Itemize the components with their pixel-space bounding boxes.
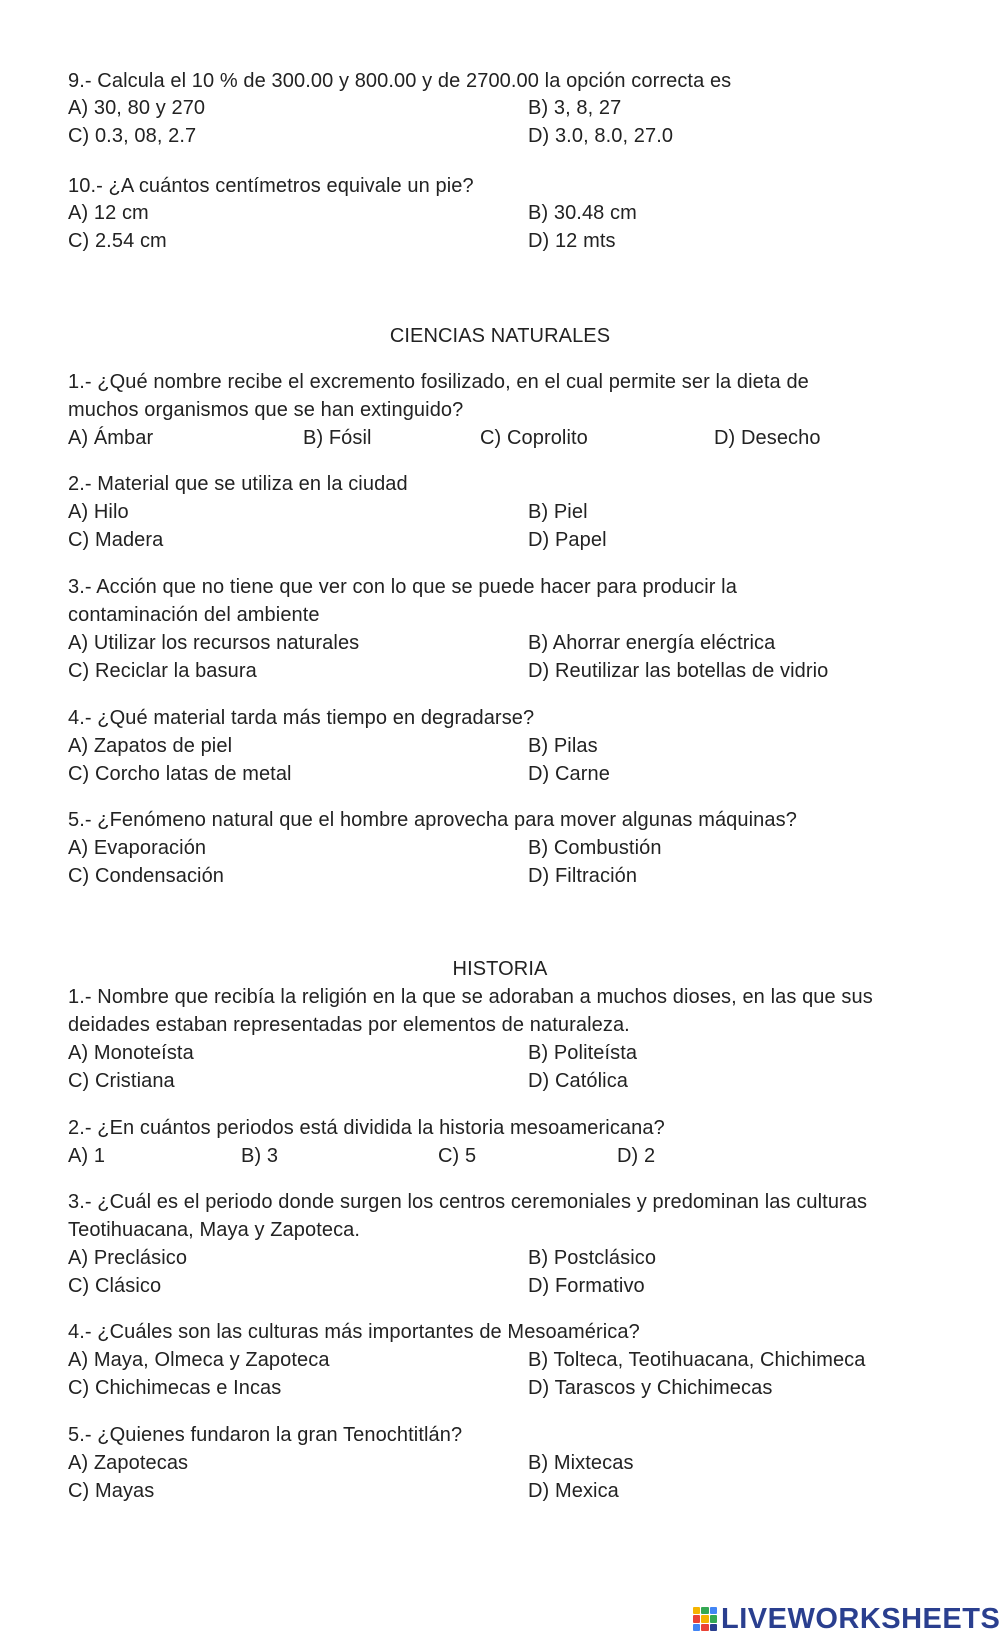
math-q9-option-a: A) 30, 80 y 270 (68, 97, 206, 119)
historia-q5-option-d: D) Mexica (528, 1480, 619, 1502)
ciencias-q4-option-d: D) Carne (528, 763, 610, 785)
ciencias-q4-option-b: B) Pilas (528, 735, 598, 757)
liveworksheets-logo-icon (693, 1607, 717, 1631)
historia-q2-option-c: C) 5 (438, 1145, 477, 1167)
historia-q5-question: 5.- ¿Quienes fundaron la gran Tenochtitlán? (68, 1424, 463, 1446)
logo-text: LIVEWORKSHEETS (721, 1603, 1000, 1635)
ciencias-q5-question: 5.- ¿Fenómeno natural que el hombre aprovecha para mover algunas máquinas? (68, 809, 797, 831)
ciencias-q2-question: 2.- Material que se utiliza en la ciudad (68, 473, 408, 495)
historia-q1-option-d: D) Católica (528, 1070, 629, 1092)
ciencias-q1-question-line2: muchos organismos que se han extinguido? (68, 399, 464, 421)
historia-q2-option-a: A) 1 (68, 1145, 106, 1167)
ciencias-q3-question-line2: contaminación del ambiente (68, 604, 320, 626)
historia-q3-option-b: B) Postclásico (528, 1247, 657, 1269)
logo-tile (693, 1607, 700, 1614)
section-title-ciencias: CIENCIAS NATURALES (389, 325, 611, 347)
ciencias-q1-option-c: C) Coprolito (480, 427, 588, 449)
ciencias-q1-option-b: B) Fósil (303, 427, 372, 449)
ciencias-q4-option-c: C) Corcho latas de metal (68, 763, 292, 785)
ciencias-q3-option-c: C) Reciclar la basura (68, 660, 257, 682)
ciencias-q1-option-d: D) Desecho (714, 427, 821, 449)
ciencias-q4-question: 4.- ¿Qué material tarda más tiempo en degradarse? (68, 707, 535, 729)
logo-tile (710, 1624, 717, 1631)
historia-q1-question-line2: deidades estaban representadas por elementos de naturaleza. (68, 1014, 630, 1036)
historia-q4-option-d: D) Tarascos y Chichimecas (528, 1377, 773, 1399)
historia-q4-option-a: A) Maya, Olmeca y Zapoteca (68, 1349, 330, 1371)
ciencias-q3-option-a: A) Utilizar los recursos naturales (68, 632, 360, 654)
ciencias-q5-option-a: A) Evaporación (68, 837, 207, 859)
logo-tile (693, 1624, 700, 1631)
historia-q5-option-b: B) Mixtecas (528, 1452, 634, 1474)
historia-q1-question-line1: 1.- Nombre que recibía la religión en la que se adoraban a muchos dioses, en las que sus (68, 986, 873, 1008)
historia-q2-question: 2.- ¿En cuántos periodos está dividida la historia mesoamericana? (68, 1117, 665, 1139)
ciencias-q5-option-d: D) Filtración (528, 865, 638, 887)
historia-q1-option-c: C) Cristiana (68, 1070, 175, 1092)
historia-q4-option-b: B) Tolteca, Teotihuacana, Chichimeca (528, 1349, 866, 1371)
historia-q5-option-c: C) Mayas (68, 1480, 155, 1502)
logo-tile (710, 1607, 717, 1614)
historia-q2-option-b: B) 3 (241, 1145, 279, 1167)
historia-q2-option-d: D) 2 (617, 1145, 656, 1167)
math-q9-option-c: C) 0.3, 08, 2.7 (68, 125, 197, 147)
ciencias-q2-option-b: B) Piel (528, 501, 588, 523)
ciencias-q2-option-c: C) Madera (68, 529, 164, 551)
ciencias-q5-option-b: B) Combustión (528, 837, 662, 859)
math-q9-option-d: D) 3.0, 8.0, 27.0 (528, 125, 674, 147)
math-q10-option-a: A) 12 cm (68, 202, 149, 224)
historia-q3-option-d: D) Formativo (528, 1275, 645, 1297)
ciencias-q2-option-d: D) Papel (528, 529, 607, 551)
historia-q4-question: 4.- ¿Cuáles son las culturas más importantes de Mesoamérica? (68, 1321, 640, 1343)
math-q10-option-b: B) 30.48 cm (528, 202, 637, 224)
logo-tile (701, 1624, 708, 1631)
logo-tile (710, 1615, 717, 1622)
historia-q3-option-a: A) Preclásico (68, 1247, 188, 1269)
historia-q1-option-b: B) Politeísta (528, 1042, 638, 1064)
logo-tile (701, 1607, 708, 1614)
logo-tile (693, 1615, 700, 1622)
math-q9-option-b: B) 3, 8, 27 (528, 97, 622, 119)
historia-q4-option-c: C) Chichimecas e Incas (68, 1377, 282, 1399)
ciencias-q5-option-c: C) Condensación (68, 865, 225, 887)
ciencias-q1-option-a: A) Ámbar (68, 427, 154, 449)
historia-q5-option-a: A) Zapotecas (68, 1452, 189, 1474)
ciencias-q4-option-a: A) Zapatos de piel (68, 735, 233, 757)
ciencias-q3-option-d: D) Reutilizar las botellas de vidrio (528, 660, 829, 682)
math-q10-option-c: C) 2.54 cm (68, 230, 167, 252)
historia-q3-question-line2: Teotihuacana, Maya y Zapoteca. (68, 1219, 361, 1241)
logo-tile (701, 1615, 708, 1622)
math-q9-question: 9.- Calcula el 10 % de 300.00 y 800.00 y de 2700.00 la opción correcta es (68, 70, 732, 92)
math-q10-option-d: D) 12 mts (528, 230, 616, 252)
ciencias-q2-option-a: A) Hilo (68, 501, 129, 523)
historia-q1-option-a: A) Monoteísta (68, 1042, 194, 1064)
math-q10-question: 10.- ¿A cuántos centímetros equivale un pie? (68, 175, 474, 197)
ciencias-q3-option-b: B) Ahorrar energía eléctrica (528, 632, 776, 654)
ciencias-q1-question-line1: 1.- ¿Qué nombre recibe el excremento fosilizado, en el cual permite ser la dieta de (68, 371, 809, 393)
section-title-historia: HISTORIA (452, 958, 548, 980)
historia-q3-option-c: C) Clásico (68, 1275, 162, 1297)
liveworksheets-logo[interactable] (693, 1604, 1000, 1634)
ciencias-q3-question-line1: 3.- Acción que no tiene que ver con lo que se puede hacer para producir la (68, 576, 737, 598)
historia-q3-question-line1: 3.- ¿Cuál es el periodo donde surgen los centros ceremoniales y predominan las culturas (68, 1191, 868, 1213)
